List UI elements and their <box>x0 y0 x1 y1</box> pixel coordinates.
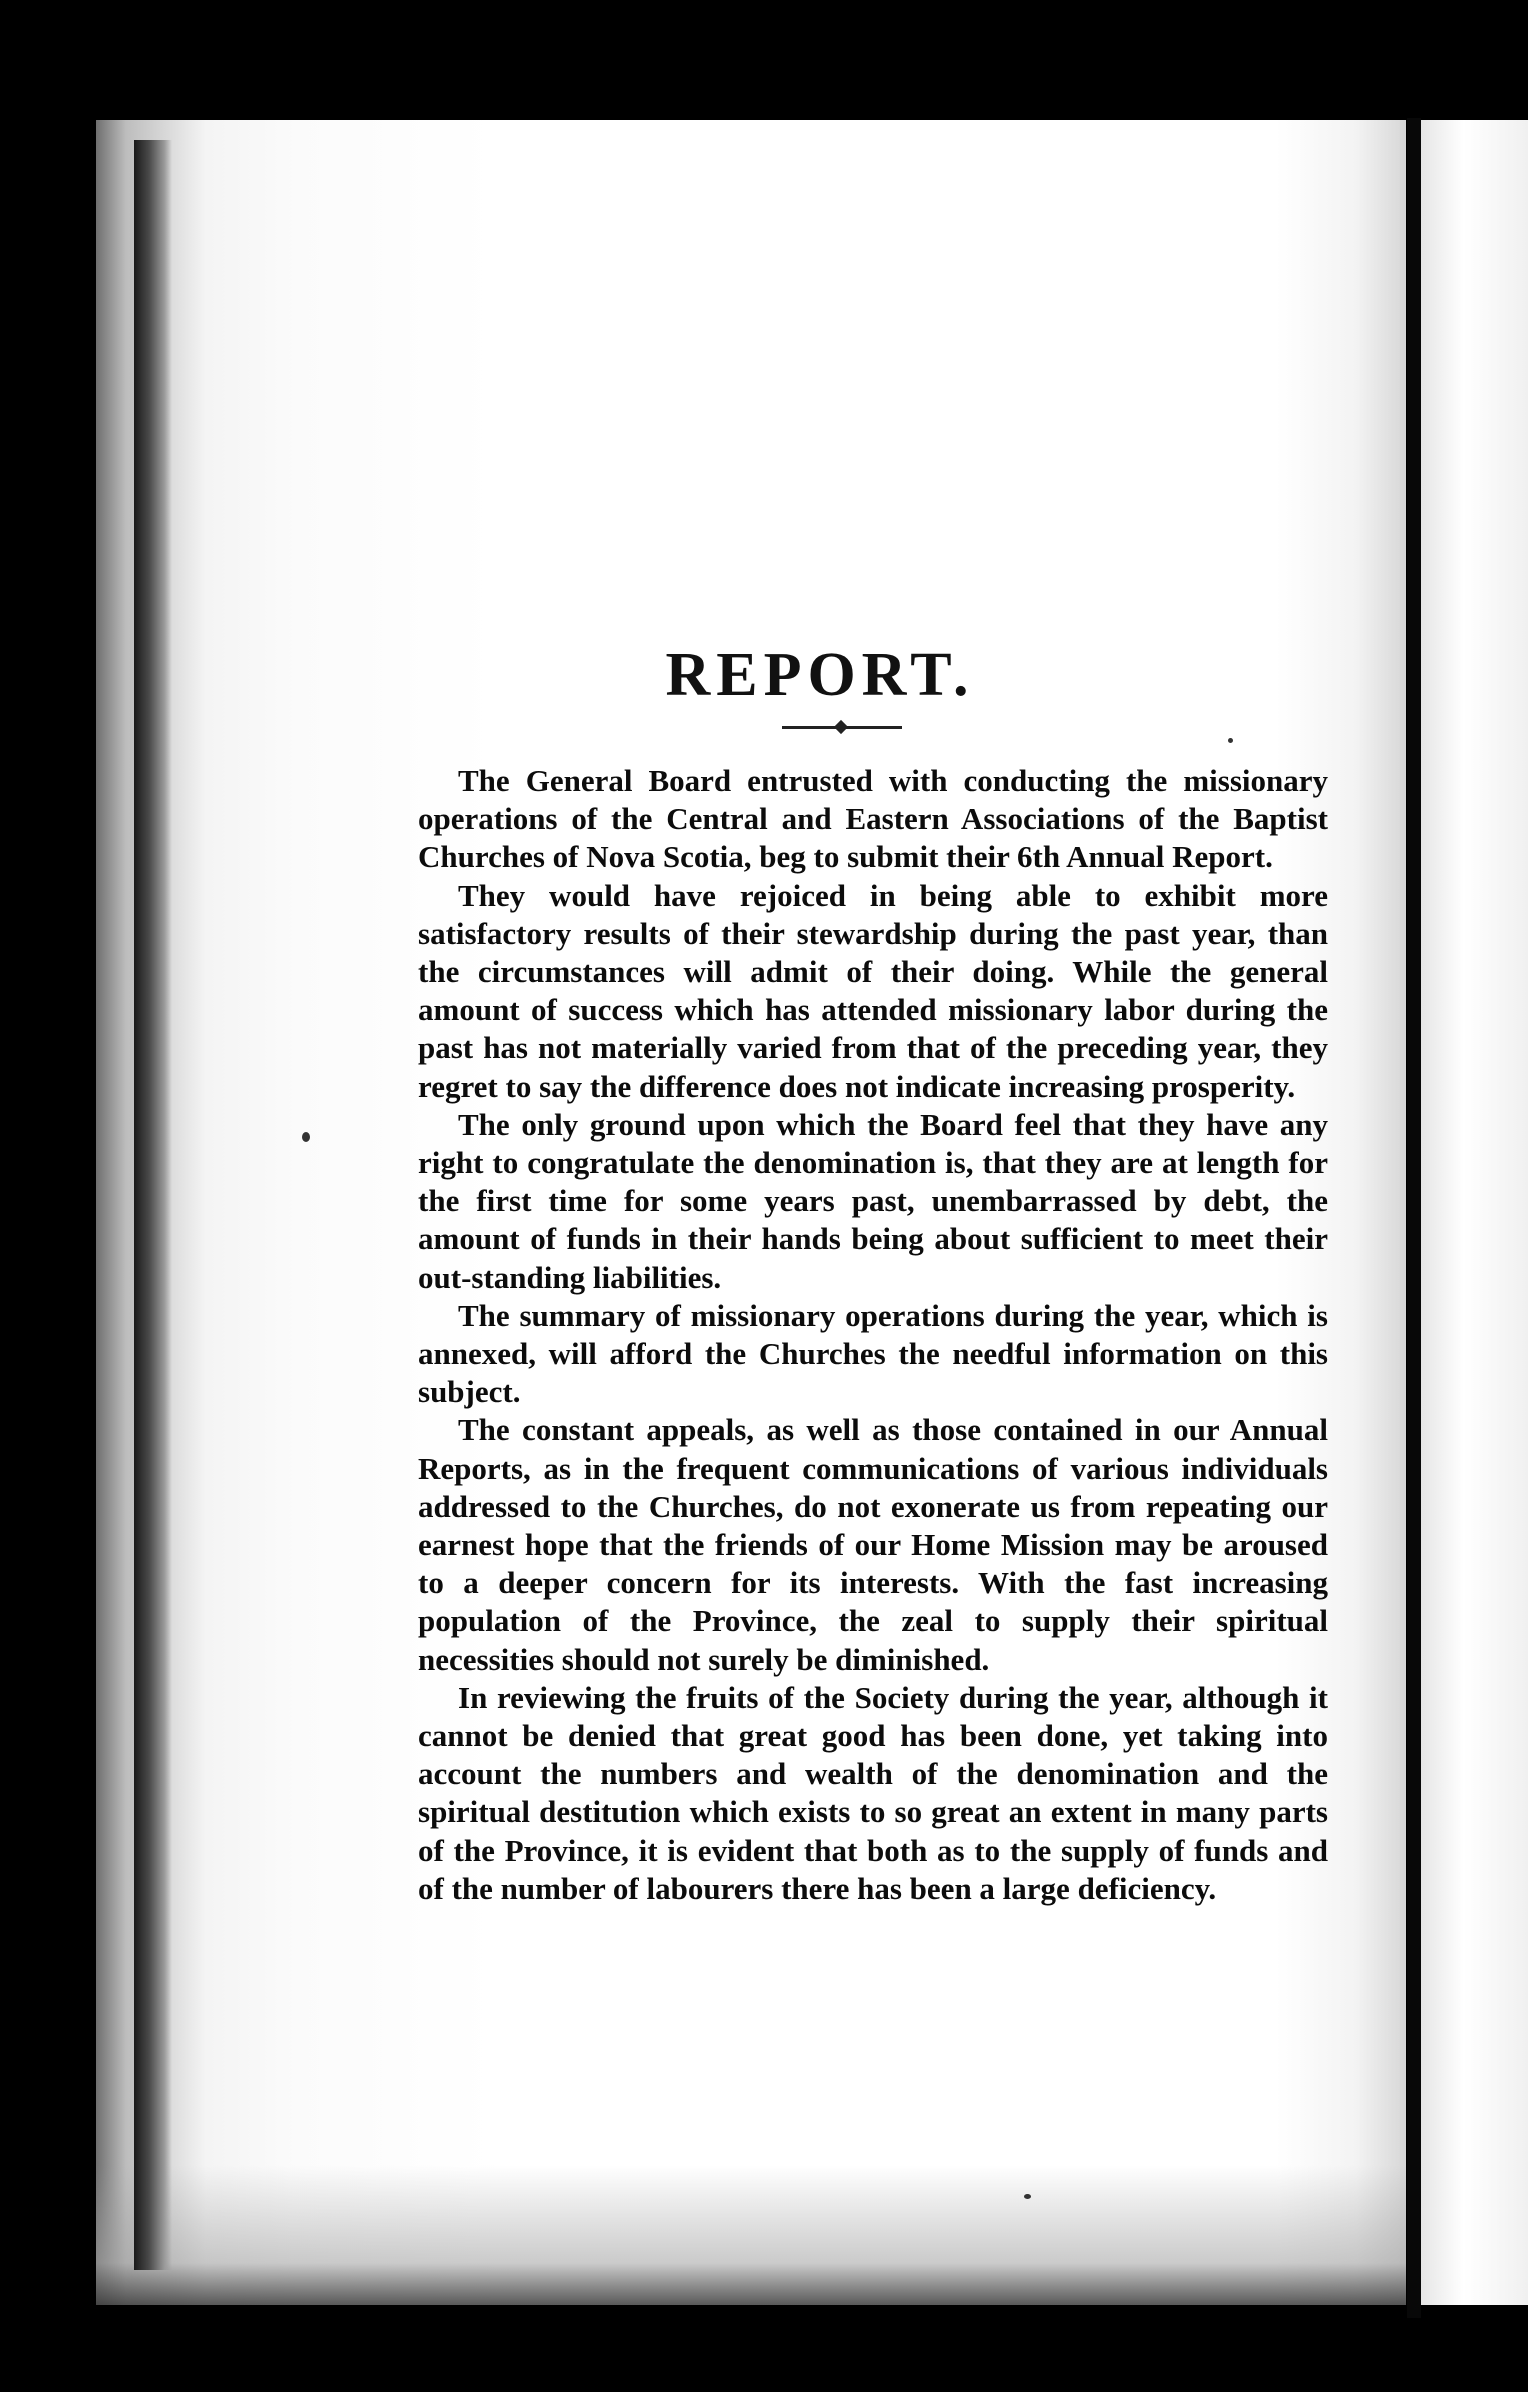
scan-speck <box>1024 2194 1031 2199</box>
paragraph: The summary of missionary operations during the year, which is annexed, will afford the Churches the needful information on this subject. <box>418 1297 1328 1410</box>
page-gutter <box>1407 118 1421 2318</box>
paragraph: The constant appeals, as well as those contained in our Annual Reports, as in the frequent communications of various individuals addressed to the Churches, do not exonerate us from repeating our earnest hope that the friends of our Home Mission may be aroused to a deeper concern for its interests. With the fast increasing population of the Province, the zeal to supply their spiritual necessities should not surely be diminished. <box>418 1412 1328 1677</box>
paragraph: The only ground upon which the Board feel that they have any right to congratulate the denomination is, that they are at length for the first time for some years past, unembarrassed by debt, the amount of funds in their hands being about sufficient to meet their out-standing liabilities. <box>418 1106 1328 1295</box>
paragraph: The General Board entrusted with conducting the missionary operations of the Central and Eastern Associations of the Baptist Churches of Nova Scotia, beg to submit their 6th Annual Report. <box>418 763 1328 875</box>
paragraph: They would have rejoiced in being able to exhibit more satisfactory results of their stewardship during the past year, than the circumstances will admit of their doing. While the general amount of success which has attended missionary labor during the past has not materially varied from that of the preceding year, they regret to say the difference does not indicate increasing prosperity. <box>418 877 1328 1104</box>
scan-speck <box>1228 738 1233 743</box>
scan-speck <box>302 1132 310 1142</box>
report-body <box>418 762 1328 1908</box>
page-title: REPORT. <box>665 641 975 709</box>
adjacent-page <box>1421 120 1528 2305</box>
book-binding-shadow <box>134 140 172 2270</box>
title-ornament-rule <box>782 726 902 729</box>
paragraph: In reviewing the fruits of the Society during the year, although it cannot be denied that great good has been done, yet taking into account the numbers and wealth of the denomination and the spiritual destitution which exists to so great an extent in many parts of the Province, it is evident that both as to the supply of funds and of the number of labourers there has been a large deficiency. <box>418 1679 1328 1906</box>
